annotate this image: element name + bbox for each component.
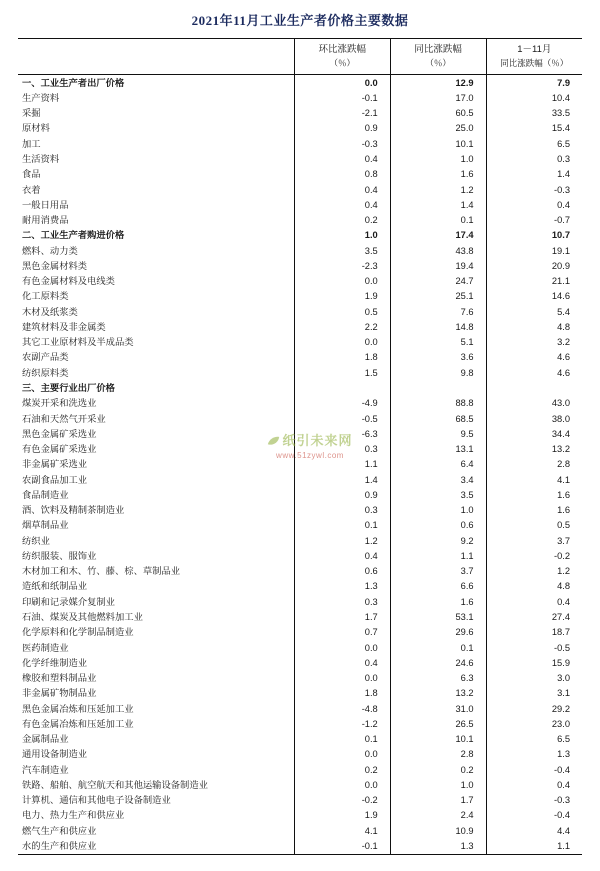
row-value: 88.8	[390, 396, 486, 411]
column-header-cumulative: 1－11月 同比涨跌幅（％）	[486, 39, 582, 75]
row-value: 0.2	[294, 762, 390, 777]
row-value: -6.3	[294, 426, 390, 441]
row-value: 33.5	[486, 106, 582, 121]
row-label: 有色金属矿采选业	[22, 444, 97, 455]
row-label: 黑色金属冶炼和压延加工业	[22, 703, 134, 714]
table-row	[18, 670, 582, 685]
row-value: 10.7	[486, 228, 582, 243]
row-value: 0.0	[294, 670, 390, 685]
row-label: 建筑材料及非金属类	[22, 321, 106, 332]
row-value: 5.1	[390, 335, 486, 350]
row-label: 印刷和记录媒介复制业	[22, 596, 115, 607]
row-value: 0.1	[390, 640, 486, 655]
row-value: 3.0	[486, 670, 582, 685]
row-value: 7.9	[486, 75, 582, 91]
table-row	[18, 212, 582, 227]
row-label: 一、工业生产者出厂价格	[22, 77, 125, 88]
row-value: 10.9	[390, 823, 486, 838]
row-value: 19.4	[390, 258, 486, 273]
table-body	[18, 75, 582, 855]
row-value: 26.5	[390, 716, 486, 731]
row-value: 3.6	[390, 350, 486, 365]
table-row	[18, 350, 582, 365]
row-value: 1.4	[294, 472, 390, 487]
table-row	[18, 167, 582, 182]
row-value: 1.8	[294, 686, 390, 701]
row-value: -2.3	[294, 258, 390, 273]
row-value: -0.7	[486, 212, 582, 227]
table-row	[18, 243, 582, 258]
row-value: 1.0	[390, 503, 486, 518]
table-row	[18, 441, 582, 456]
row-label: 石油、煤炭及其他燃料加工业	[22, 611, 143, 622]
row-value: 4.6	[486, 365, 582, 380]
row-label: 生产资料	[22, 92, 60, 103]
row-value: 1.5	[294, 365, 390, 380]
row-value: 1.9	[294, 808, 390, 823]
row-value: 0.2	[294, 212, 390, 227]
row-value: 0.6	[390, 518, 486, 533]
table-row	[18, 838, 582, 854]
table-row	[18, 411, 582, 426]
row-value: 2.4	[390, 808, 486, 823]
table-row	[18, 518, 582, 533]
row-value: 0.8	[294, 167, 390, 182]
row-value: 0.0	[294, 274, 390, 289]
row-label: 采掘	[22, 108, 41, 119]
row-value: 0.4	[486, 594, 582, 609]
row-value: 0.5	[294, 304, 390, 319]
row-value: 6.5	[486, 136, 582, 151]
row-value: 0.1	[294, 732, 390, 747]
row-value: 4.1	[294, 823, 390, 838]
row-value: -0.3	[486, 793, 582, 808]
row-label: 农副产品类	[22, 352, 69, 363]
row-value: 1.1	[486, 838, 582, 854]
table-row	[18, 151, 582, 166]
table-row	[18, 457, 582, 472]
row-value: -0.5	[294, 411, 390, 426]
row-value: -0.5	[486, 640, 582, 655]
row-value: 4.1	[486, 472, 582, 487]
row-label: 二、工业生产者购进价格	[22, 230, 125, 241]
table-row	[18, 106, 582, 121]
row-value: 9.5	[390, 426, 486, 441]
row-label: 电力、热力生产和供应业	[22, 810, 125, 821]
table-row	[18, 808, 582, 823]
table-row	[18, 258, 582, 273]
row-value: 7.6	[390, 304, 486, 319]
row-value: 10.1	[390, 732, 486, 747]
row-value: 5.4	[486, 304, 582, 319]
row-value: 2.8	[486, 457, 582, 472]
row-value: 0.5	[486, 518, 582, 533]
table-row	[18, 335, 582, 350]
row-label: 煤炭开采和洗选业	[22, 398, 97, 409]
row-value: 60.5	[390, 106, 486, 121]
row-label: 黑色金属矿采选业	[22, 428, 97, 439]
row-value: 0.9	[294, 487, 390, 502]
row-value: 13.2	[486, 441, 582, 456]
row-label: 食品	[22, 169, 41, 180]
row-label: 加工	[22, 138, 41, 149]
row-value: 21.1	[486, 274, 582, 289]
table-row	[18, 793, 582, 808]
row-value: 10.4	[486, 90, 582, 105]
row-value: 6.4	[390, 457, 486, 472]
row-value: 1.3	[390, 838, 486, 854]
row-label: 橡胶和塑料制品业	[22, 673, 97, 684]
table-row	[18, 426, 582, 441]
row-label: 耐用消费品	[22, 215, 69, 226]
row-value: 3.1	[486, 686, 582, 701]
row-value: 1.3	[294, 579, 390, 594]
row-value: 0.4	[294, 548, 390, 563]
row-value: 0.0	[294, 747, 390, 762]
row-value: 0.4	[294, 151, 390, 166]
row-label: 石油和天然气开采业	[22, 413, 106, 424]
row-value: 27.4	[486, 609, 582, 624]
row-label: 农副食品加工业	[22, 474, 88, 485]
row-value: 0.2	[390, 762, 486, 777]
row-value: 34.4	[486, 426, 582, 441]
row-value: 25.0	[390, 121, 486, 136]
table-row	[18, 197, 582, 212]
row-value: 4.4	[486, 823, 582, 838]
row-label: 有色金属冶炼和压延加工业	[22, 718, 134, 729]
row-value: 10.1	[390, 136, 486, 151]
row-label: 食品制造业	[22, 489, 69, 500]
row-value: 14.6	[486, 289, 582, 304]
row-value: 1.9	[294, 289, 390, 304]
row-label: 化工原料类	[22, 291, 69, 302]
table-row	[18, 380, 582, 395]
row-value: 24.6	[390, 655, 486, 670]
row-value: 2.2	[294, 319, 390, 334]
row-label: 通用设备制造业	[22, 749, 88, 760]
row-value: 0.1	[294, 518, 390, 533]
row-value: 15.4	[486, 121, 582, 136]
row-value: 1.2	[486, 564, 582, 579]
row-value	[294, 380, 390, 395]
row-value: -0.1	[294, 90, 390, 105]
row-value: 6.6	[390, 579, 486, 594]
table-row	[18, 655, 582, 670]
row-value: 29.6	[390, 625, 486, 640]
table-row	[18, 319, 582, 334]
row-label: 酒、饮料及精制茶制造业	[22, 505, 125, 516]
row-value: 0.3	[294, 503, 390, 518]
row-value: 9.2	[390, 533, 486, 548]
row-label: 衣着	[22, 184, 41, 195]
row-value: 0.0	[294, 335, 390, 350]
row-value: 1.4	[486, 167, 582, 182]
row-value: 14.8	[390, 319, 486, 334]
row-value: 0.7	[294, 625, 390, 640]
row-value: 0.4	[294, 197, 390, 212]
table-row	[18, 182, 582, 197]
row-value: 0.0	[294, 75, 390, 91]
row-value: 9.8	[390, 365, 486, 380]
row-value: 43.8	[390, 243, 486, 258]
row-value: 0.4	[486, 197, 582, 212]
table-row	[18, 579, 582, 594]
row-value: 1.7	[294, 609, 390, 624]
row-value	[390, 380, 486, 395]
row-value: 1.6	[486, 503, 582, 518]
row-value: 0.9	[294, 121, 390, 136]
table-row	[18, 121, 582, 136]
row-value: 1.0	[390, 777, 486, 792]
row-label: 铁路、船舶、航空航天和其他运输设备制造业	[22, 779, 208, 790]
row-value: 1.4	[390, 197, 486, 212]
price-data-table	[18, 38, 582, 855]
table-row	[18, 75, 582, 91]
watermark-sub: www.51zywl.com	[276, 451, 344, 460]
row-value: -1.2	[294, 716, 390, 731]
row-value: -0.2	[486, 548, 582, 563]
row-value: 4.8	[486, 319, 582, 334]
row-value: 1.0	[390, 151, 486, 166]
row-value: 0.0	[294, 777, 390, 792]
row-value: 4.8	[486, 579, 582, 594]
row-value: 38.0	[486, 411, 582, 426]
row-value: 19.1	[486, 243, 582, 258]
row-value: 6.3	[390, 670, 486, 685]
table-row	[18, 487, 582, 502]
row-value: 1.6	[486, 487, 582, 502]
row-value: 0.1	[390, 212, 486, 227]
row-label: 水的生产和供应业	[22, 840, 97, 851]
row-label: 三、主要行业出厂价格	[22, 382, 115, 393]
table-row	[18, 625, 582, 640]
row-value: 0.4	[486, 777, 582, 792]
row-value: -0.3	[486, 182, 582, 197]
row-label: 汽车制造业	[22, 764, 69, 775]
row-value: 15.9	[486, 655, 582, 670]
row-value: -0.4	[486, 808, 582, 823]
row-value: 1.1	[390, 548, 486, 563]
row-label: 纺织业	[22, 535, 50, 546]
row-label: 化学纤维制造业	[22, 657, 88, 668]
row-label: 黑色金属材料类	[22, 260, 88, 271]
table-row	[18, 274, 582, 289]
row-value: 3.2	[486, 335, 582, 350]
row-value: 0.3	[486, 151, 582, 166]
row-value: 1.0	[294, 228, 390, 243]
row-value: 1.3	[486, 747, 582, 762]
table-row	[18, 548, 582, 563]
row-value: 6.5	[486, 732, 582, 747]
row-label: 木材加工和木、竹、藤、棕、草制品业	[22, 566, 181, 577]
row-value: 1.8	[294, 350, 390, 365]
row-value: 0.6	[294, 564, 390, 579]
row-value: 17.0	[390, 90, 486, 105]
table-row	[18, 823, 582, 838]
row-value: 0.3	[294, 594, 390, 609]
row-value: 43.0	[486, 396, 582, 411]
row-label: 有色金属材料及电线类	[22, 276, 115, 287]
table-row	[18, 304, 582, 319]
row-value: 3.4	[390, 472, 486, 487]
row-label: 医药制造业	[22, 642, 69, 653]
row-label: 烟草制品业	[22, 520, 69, 531]
row-label: 非金属矿采选业	[22, 459, 88, 470]
row-value: -4.9	[294, 396, 390, 411]
table-row	[18, 762, 582, 777]
row-value: 1.1	[294, 457, 390, 472]
table-row	[18, 472, 582, 487]
table-row	[18, 777, 582, 792]
row-label: 造纸和纸制品业	[22, 581, 88, 592]
row-value: -4.8	[294, 701, 390, 716]
row-value: -0.4	[486, 762, 582, 777]
row-label: 计算机、通信和其他电子设备制造业	[22, 795, 171, 806]
table-row	[18, 701, 582, 716]
table-row	[18, 533, 582, 548]
row-value: -0.3	[294, 136, 390, 151]
row-value: 3.7	[486, 533, 582, 548]
row-value: -2.1	[294, 106, 390, 121]
row-value: 53.1	[390, 609, 486, 624]
row-value: 3.7	[390, 564, 486, 579]
row-value: 13.2	[390, 686, 486, 701]
row-label: 纺织服装、服饰业	[22, 550, 97, 561]
row-label: 化学原料和化学制品制造业	[22, 627, 134, 638]
row-value: 24.7	[390, 274, 486, 289]
column-header-mom: 环比涨跌幅 （％）	[294, 39, 390, 75]
table-row	[18, 686, 582, 701]
row-value: 1.2	[390, 182, 486, 197]
row-label: 燃料、动力类	[22, 245, 78, 256]
row-label: 一般日用品	[22, 199, 69, 210]
row-value: 12.9	[390, 75, 486, 91]
row-value: 68.5	[390, 411, 486, 426]
row-label: 木材及纸浆类	[22, 306, 78, 317]
row-value: 4.6	[486, 350, 582, 365]
table-header	[18, 39, 582, 75]
table-row	[18, 228, 582, 243]
column-header-yoy: 同比涨跌幅 （％）	[390, 39, 486, 75]
row-value: 2.8	[390, 747, 486, 762]
table-row	[18, 365, 582, 380]
row-label: 其它工业原材料及半成品类	[22, 337, 134, 348]
row-value: 0.3	[294, 441, 390, 456]
row-value: 17.4	[390, 228, 486, 243]
row-label: 非金属矿物制品业	[22, 688, 97, 699]
table-row	[18, 90, 582, 105]
row-value: 0.4	[294, 655, 390, 670]
row-label: 原材料	[22, 123, 50, 134]
table-row	[18, 609, 582, 624]
table-row	[18, 396, 582, 411]
table-row	[18, 564, 582, 579]
column-header-item	[18, 39, 294, 75]
row-value: 1.2	[294, 533, 390, 548]
row-value: 29.2	[486, 701, 582, 716]
table-row	[18, 732, 582, 747]
row-value: 18.7	[486, 625, 582, 640]
row-value	[486, 380, 582, 395]
row-value: 0.0	[294, 640, 390, 655]
row-label: 生活资料	[22, 154, 60, 164]
watermark-main: 纸引未来网	[230, 430, 390, 449]
row-value: -0.2	[294, 793, 390, 808]
table-row	[18, 716, 582, 731]
table-row	[18, 503, 582, 518]
row-value: -0.1	[294, 838, 390, 854]
row-label: 燃气生产和供应业	[22, 825, 97, 836]
page-title: 2021年11月工业生产者价格主要数据	[191, 13, 409, 28]
row-value: 3.5	[390, 487, 486, 502]
row-value: 23.0	[486, 716, 582, 731]
row-value: 1.6	[390, 167, 486, 182]
row-value: 31.0	[390, 701, 486, 716]
row-value: 1.7	[390, 793, 486, 808]
row-value: 25.1	[390, 289, 486, 304]
table-row	[18, 594, 582, 609]
table-row	[18, 136, 582, 151]
table-row	[18, 747, 582, 762]
table-row	[18, 640, 582, 655]
row-label: 金属制品业	[22, 734, 69, 745]
row-value: 1.6	[390, 594, 486, 609]
row-value: 0.4	[294, 182, 390, 197]
row-value: 13.1	[390, 441, 486, 456]
row-value: 3.5	[294, 243, 390, 258]
row-value: 20.9	[486, 258, 582, 273]
row-label: 纺织原料类	[22, 367, 69, 378]
table-row	[18, 289, 582, 304]
